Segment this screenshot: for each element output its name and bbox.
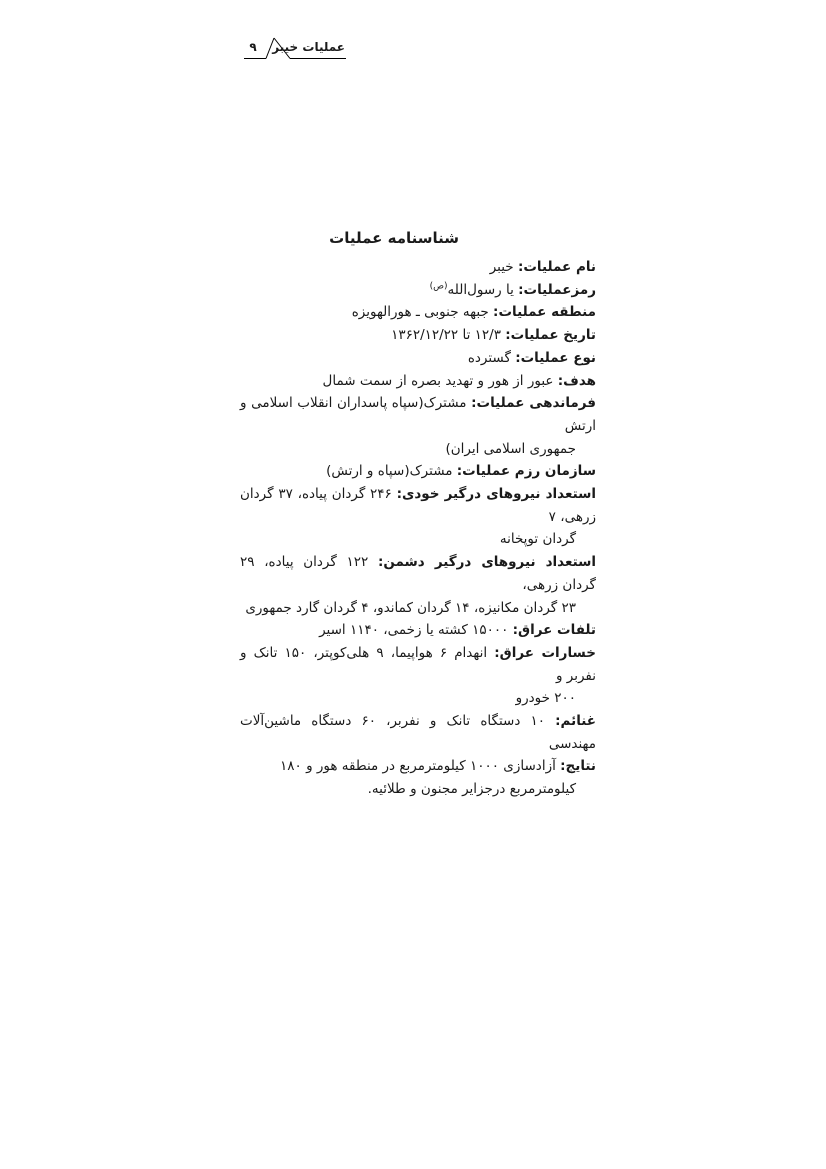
- field-value-continuation: گردان توپخانه: [499, 531, 576, 548]
- running-header: [244, 34, 346, 64]
- field-label: رمزعملیات:: [518, 281, 596, 298]
- field-label: منطقه عملیات:: [493, 304, 596, 321]
- field-row-continuation: [240, 438, 596, 461]
- field-row: [240, 619, 596, 642]
- field-row: [240, 642, 596, 687]
- field-label: نتایج:: [560, 758, 596, 775]
- field-row: [240, 392, 596, 437]
- field-row: [240, 347, 596, 370]
- field-value: مشترک(سپاه و ارتش): [326, 463, 457, 480]
- field-label: تلفات عراق:: [512, 622, 596, 639]
- field-row: [240, 710, 596, 755]
- field-value: ۱۲۲ گردان پیاده، ۲۹ گردان زرهی،: [240, 554, 596, 593]
- field-value-continuation: ۲۰۰ خودرو: [515, 690, 576, 707]
- field-label: سازمان رزم عملیات:: [456, 463, 596, 480]
- field-label: استعداد نیروهای درگیر دشمن:: [377, 554, 597, 571]
- field-label: نوع عملیات:: [515, 349, 596, 366]
- field-label: خسارات عراق:: [494, 644, 596, 661]
- field-label: فرماندهی عملیات:: [471, 395, 596, 412]
- field-superscript: (ص): [429, 281, 448, 292]
- field-value: آزادسازی ۱۰۰۰ کیلومترمربع در منطقه هور و ۱۸۰: [280, 758, 561, 775]
- field-value: ۱۰ دستگاه تانک و نفربر، ۶۰ دستگاه ماشین‌آلات مهندسی: [240, 713, 596, 752]
- field-value: مشترک(سپاه پاسداران انقلاب اسلامی و ارتش: [240, 395, 596, 434]
- field-row: [240, 483, 596, 528]
- field-row-continuation: [240, 528, 596, 551]
- field-value: ۱۵۰۰۰ کشته یا زخمی، ۱۱۴۰ اسیر: [319, 622, 513, 639]
- field-row: [240, 370, 596, 393]
- operation-fields: [240, 256, 596, 801]
- field-row-continuation: [240, 687, 596, 710]
- page-number: ۹: [249, 40, 257, 54]
- field-label: تاریخ عملیات:: [505, 327, 596, 344]
- field-row: [240, 279, 596, 302]
- field-value: گسترده: [467, 349, 516, 366]
- field-row: [240, 324, 596, 347]
- field-row-continuation: [240, 597, 596, 620]
- document-title: شناسنامه عملیات: [329, 229, 459, 247]
- field-value-continuation: ۲۳ گردان مکانیزه، ۱۴ گردان کماندو، ۴ گردان گارد جمهوری: [245, 599, 576, 616]
- field-value: ۱۲/۳ تا ۱۳۶۲/۱۲/۲۲: [391, 327, 506, 344]
- field-value-continuation: جمهوری اسلامی ایران): [445, 440, 576, 457]
- field-value: خیبر: [489, 259, 518, 275]
- field-value: عبور از هور و تهدید بصره از سمت شمال: [322, 372, 558, 389]
- field-row: [240, 460, 596, 483]
- field-value: جبهه جنوبی ـ هورالهویزه: [351, 304, 494, 321]
- field-label: نام عملیات:: [517, 259, 596, 275]
- field-row: [240, 256, 596, 279]
- field-value-continuation: کیلومترمربع درجزایر مجنون و طلائیه.: [367, 781, 576, 798]
- field-row: [240, 551, 596, 596]
- field-value: یا رسول‌الله: [447, 281, 519, 298]
- field-row: [240, 301, 596, 324]
- field-label: استعداد نیروهای درگیر خودی:: [396, 486, 596, 503]
- book-title: عملیات خیبر: [272, 40, 345, 54]
- field-label: غنائم:: [555, 713, 597, 730]
- field-value: انهدام ۶ هواپیما، ۹ هلی‌کوپتر، ۱۵۰ تانک و نفربر و: [240, 644, 596, 684]
- field-value: ۲۴۶ گردان پیاده، ۳۷ گردان زرهی، ۷: [240, 486, 596, 525]
- field-label: هدف:: [557, 372, 596, 389]
- field-row: [240, 755, 596, 778]
- field-row-continuation: [240, 778, 596, 801]
